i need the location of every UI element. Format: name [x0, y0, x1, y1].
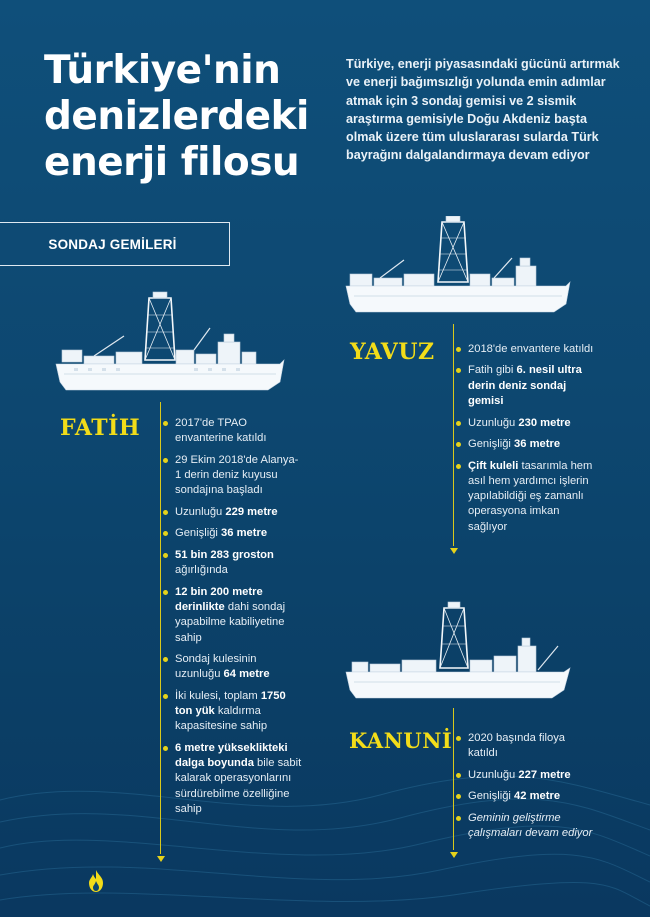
- fact-text: kaldırma kapasitesine sahip: [175, 705, 268, 733]
- fact-item: [456, 437, 596, 452]
- fact-highlight: Çift kuleli: [468, 459, 519, 472]
- fact-item: [163, 689, 303, 735]
- fact-highlight: 42 metre: [514, 790, 561, 803]
- fact-highlight: 6 metre yükseklikteki dalga boyunda: [175, 741, 288, 770]
- title-line: enerji filosu: [44, 140, 300, 185]
- fatih-ship-illustration: [54, 290, 286, 402]
- fact-text: tasarımla hem asıl hem yardımcı işlerin yapılabildiği eş zamanlı operasyona imkan sağlıyor: [468, 459, 593, 533]
- fact-text: Uzunluğu: [468, 768, 519, 781]
- fact-item: [456, 459, 596, 535]
- fact-highlight: 51 bin 283 groston: [175, 548, 274, 561]
- fact-text: Genişliği: [175, 527, 222, 540]
- yavuz-name: YAVUZ: [350, 339, 435, 365]
- fact-text: 2017'de TPAO envanterine katıldı: [175, 417, 267, 445]
- fact-text: 29 Ekim 2018'de Alanya-1 derin deniz kuyusu sondajına başladı: [175, 453, 299, 497]
- fact-highlight: 230 metre: [518, 416, 571, 429]
- page-title: [44, 48, 324, 186]
- yavuz-timeline: [453, 324, 454, 546]
- timeline-arrow-icon: [450, 548, 458, 554]
- fatih-name: FATİH: [60, 415, 141, 441]
- fact-text: Genişliği: [468, 438, 515, 451]
- fact-text: 2020 başında filoya katıldı: [468, 732, 566, 760]
- section-label: SONDAJ GEMİLERİ: [48, 236, 177, 252]
- fact-text: Genişliği: [468, 790, 515, 803]
- fact-highlight: 36 metre: [221, 527, 268, 540]
- fact-text: Sondaj kulesinin uzunluğu: [175, 652, 257, 681]
- yavuz-facts-list: [456, 342, 596, 535]
- timeline-arrow-icon: [450, 852, 458, 858]
- fact-item: [163, 585, 303, 646]
- section-header: [0, 222, 230, 266]
- fact-item: [163, 741, 303, 817]
- fact-highlight: 64 metre: [223, 668, 270, 681]
- fact-highlight: 6. nesil ultra derin deniz sondaj gemisi: [468, 364, 582, 408]
- fact-item: [456, 342, 596, 357]
- fact-item: [456, 363, 596, 409]
- fact-item: [163, 548, 303, 579]
- fact-item: [163, 453, 303, 499]
- fact-highlight: 12 bin 200 metre derinlikte: [175, 585, 263, 613]
- kanuni-timeline: [453, 708, 454, 850]
- kanuni-name: KANUNİ: [349, 728, 453, 753]
- fact-text: İki kulesi, toplam: [175, 689, 261, 702]
- kanuni-facts-list: [456, 731, 596, 841]
- title-line: denizlerdeki: [44, 94, 309, 139]
- fact-item: [163, 505, 303, 520]
- yavuz-ship-illustration: [344, 216, 572, 324]
- fact-highlight: 229 metre: [225, 505, 278, 518]
- fact-text: bile sabit kalarak operasyonlarını sürdürebilme özelliğine sahip: [175, 757, 302, 816]
- intro-paragraph: Türkiye, enerji piyasasındaki gücünü artırmak ve enerji bağımsızlığı yolunda emin adımlar atmak için 3 sondaj gemisi ve 2 sismik araştırma gemisiyle Doğu Akdeniz başta olmak üzere tüm uluslararası sularda Türk bayrağını dalgalandırmaya devam ediyor: [346, 57, 620, 163]
- fact-item: [456, 789, 596, 804]
- fact-text: dahi sondaj yapabilme kabiliyetine sahip: [175, 600, 286, 644]
- fact-item: [163, 652, 303, 683]
- title-line: Türkiye'nin: [44, 48, 281, 93]
- fatih-timeline: [160, 402, 161, 854]
- fact-item: [456, 811, 596, 842]
- fact-text: 2018'de envantere katıldı: [468, 343, 594, 355]
- fact-item: [456, 768, 596, 783]
- fact-text: ağırlığında: [175, 564, 228, 577]
- kanuni-ship-illustration: [344, 600, 572, 708]
- fact-text: Uzunluğu: [468, 416, 519, 429]
- timeline-arrow-icon: [157, 856, 165, 862]
- flame-icon: [86, 869, 106, 893]
- fact-text: Fatih gibi: [468, 364, 517, 377]
- fact-item: [456, 731, 596, 762]
- fact-text: Uzunluğu: [175, 505, 226, 518]
- fact-text: Geminin geliştirme çalışmaları devam ediyor: [468, 811, 593, 840]
- fact-highlight: 36 metre: [514, 438, 561, 451]
- fact-highlight: 1750 ton yük: [175, 689, 286, 718]
- fact-item: [163, 526, 303, 541]
- fact-item: [163, 416, 303, 447]
- fatih-facts-list: [163, 416, 303, 817]
- fact-highlight: 227 metre: [518, 768, 571, 781]
- fact-item: [456, 416, 596, 431]
